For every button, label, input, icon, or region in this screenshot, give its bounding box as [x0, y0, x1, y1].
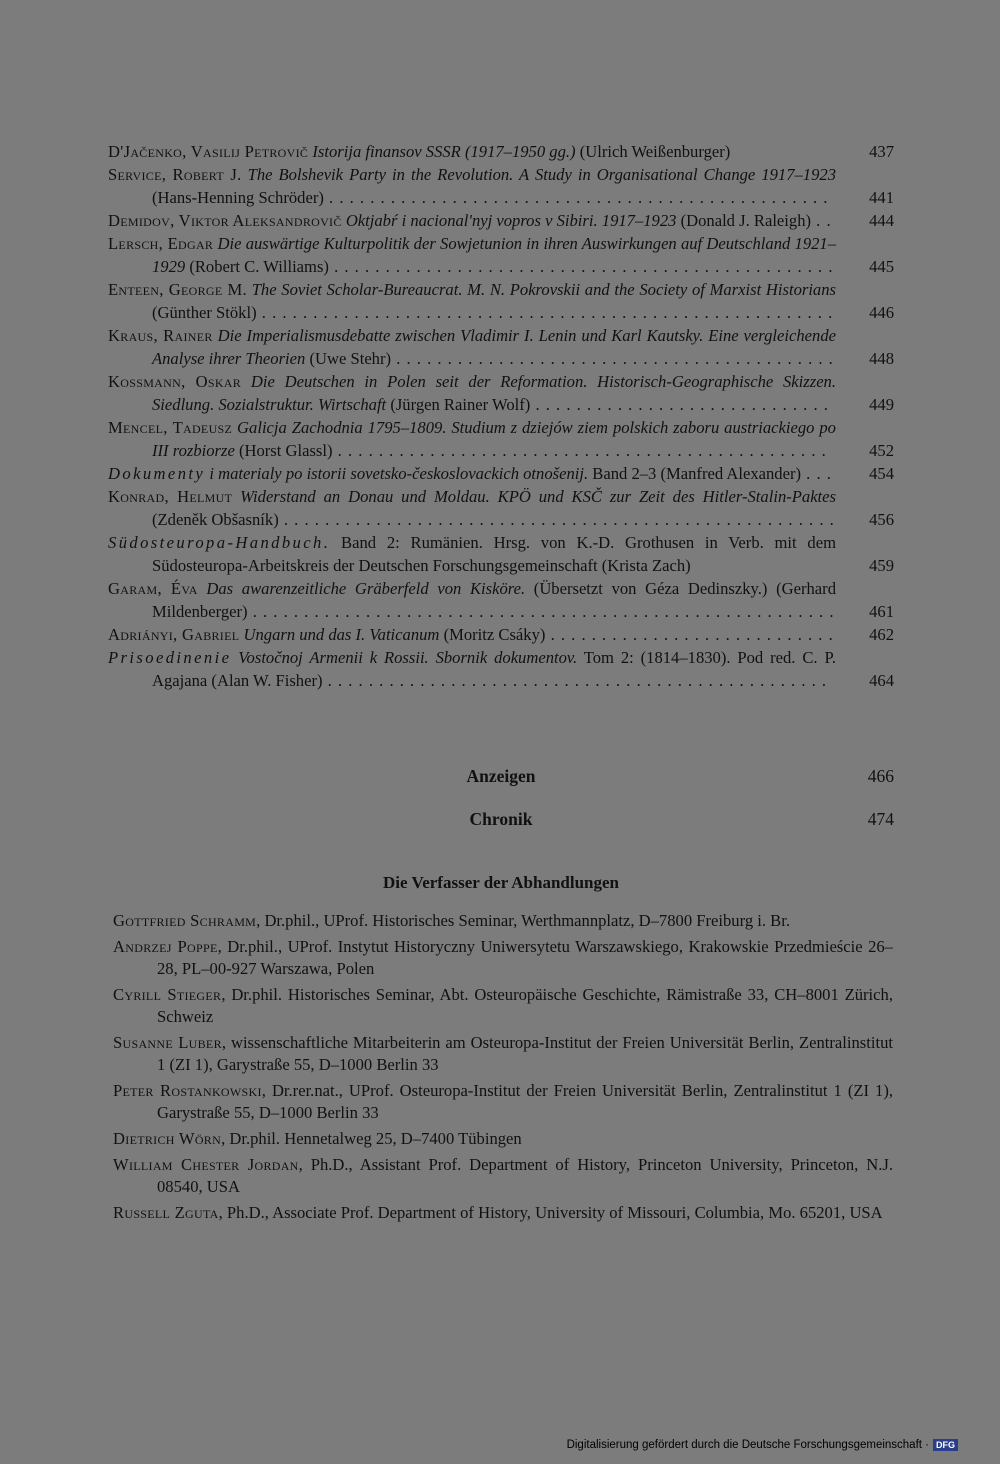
toc-title: Widerstand an Donau und Moldau. KPÖ und KSČ zur Zeit des Hitler-Stalin-Paktes [240, 487, 836, 506]
toc-title: Ungarn und das I. Vaticanum [243, 625, 440, 644]
table-of-contents [108, 140, 894, 692]
authors-heading: Die Verfasser der Abhandlungen [383, 873, 619, 892]
toc-entry [108, 278, 894, 324]
section-page: 466 [867, 766, 894, 786]
toc-title: i materialy po istorii sovetsko-českoslovackich otnošenij. [205, 464, 589, 483]
toc-author: Service, Robert J. [108, 165, 242, 184]
toc-reviewer: (Übersetzt von Géza Dedinszky.) (Gerhard Mildenberger) [152, 579, 836, 621]
author-name: William Chester Jordan [113, 1155, 299, 1174]
author-details: , Dr.rer.nat., UProf. Osteuropa-Institut der Freien Universität Berlin, Zentralinstitut 1 (ZI 1), Garystraße 55, D–1000 Berlin 33 [157, 1081, 894, 1122]
toc-author: Adriányi, Gabriel [108, 625, 240, 644]
toc-entry [108, 623, 894, 646]
dot-leader: . . . . . . . . . . . . . . . . . . . . . . . . . . . . [545, 625, 834, 644]
section-title: Anzeigen [466, 766, 536, 786]
dot-leader: . . . . . . . . . . . . . . . . . . . . . . . . . . . . . . . . . . . . . . . . . . . . . . . . . . . . . . [278, 510, 835, 529]
toc-page-number: 462 [869, 625, 894, 644]
author-entry [113, 910, 893, 932]
toc-author: Konrad, Helmut [108, 487, 233, 506]
footer-credit [567, 1438, 958, 1452]
toc-entry-text [108, 577, 894, 623]
section-page: 474 [867, 809, 894, 829]
toc-entry-text [108, 232, 894, 278]
toc-reviewer: Band 2: Rumänien. Hrsg. von K.-D. Grothusen in Verb. mit dem Südosteuropa-Arbeitskreis der Deutschen Forschungsgemeinschaft (Krista Zach) [152, 533, 836, 575]
author-details: , Dr.phil. Hennetalweg 25, D–7400 Tübingen [221, 1129, 522, 1148]
dot-leader: . . . . . . . . . . . . . . . . . . . . . . . . . . . . . . . . . . . . . . . . . . . . . . . . [332, 441, 827, 460]
toc-author: Lersch, Edgar [108, 234, 214, 253]
toc-author: Enteen, George M. [108, 280, 247, 299]
toc-entry [108, 163, 894, 209]
toc-page-number: 441 [869, 188, 894, 207]
toc-title: Oktjabŕ i nacional'nyj vopros v Sibiri. 1917–1923 [345, 211, 677, 230]
toc-author: D'Jačenko, Vasilij Petrovič [108, 142, 309, 161]
toc-title: Die Imperialismusdebatte zwischen Vladimir I. Lenin und Karl Kautsky. Eine vergleichende Analyse ihrer Theorien [152, 326, 837, 368]
dot-leader: . . . . . . . . . . . . . . . . . . . . . . . . . . . . . . . . . . . . . . . . . . . [391, 349, 834, 368]
dfg-logo-icon: DFG [933, 1439, 958, 1451]
author-entry [113, 984, 893, 1028]
author-name: Russell Zguta [113, 1203, 219, 1222]
toc-entry [108, 324, 894, 370]
toc-reviewer: (Donald J. Raleigh) [676, 211, 812, 230]
toc-title: The Bolshevik Party in the Revolution. A Study in Organisational Change 1917–1923 [247, 165, 836, 184]
toc-entry-text [108, 370, 894, 416]
toc-page-number: 448 [869, 349, 894, 368]
dot-leader: . . . . . . . . . . . . . . . . . . . . . . . . . . . . . . . . . . . . . . . . . . . . . . . . . . . . . . . . . [247, 602, 835, 621]
toc-title: Die Deutschen in Polen seit der Reformation. Historisch-Geographische Skizzen. Siedlung. Sozialstruktur. Wirtschaft [152, 372, 836, 414]
toc-entry-text [108, 531, 894, 577]
toc-page-number: 445 [869, 257, 894, 276]
toc-entry-text [108, 623, 894, 646]
toc-entry [108, 232, 894, 278]
dot-leader: . . . . . . . . . . . . . . . . . . . . . . . . . . . . . . . . . . . . . . . . . . . . . . . . . [328, 257, 834, 276]
author-details: , Dr.phil., UProf. Instytut Historyczny Uniwersytetu Warszawskiego, Krakowskie Przedmieście 26–28, PL–00-927 Warszawa, Polen [157, 937, 893, 978]
author-name: Gottfried Schramm [113, 911, 257, 930]
footer-text: Digitalisierung gefördert durch die Deutsche Forschungsgemeinschaft · [566, 1439, 929, 1451]
toc-reviewer: (Günther Stökl) [152, 303, 257, 322]
toc-entry-text [108, 416, 894, 462]
toc-entry-text [108, 209, 894, 232]
toc-entry [108, 209, 894, 232]
dot-leader: . . . . . . . . . . . . . . . . . . . . . . . . . . . . . . . . . . . . . . . . . . . . . . . . . [322, 671, 828, 690]
toc-entry-text [108, 324, 894, 370]
toc-reviewer: (Uwe Stehr) [305, 349, 392, 368]
author-details: , Dr.phil., UProf. Historisches Seminar, Werthmannplatz, D–7800 Freiburg i. Br. [256, 911, 790, 930]
author-name: Peter Rostankowski [113, 1081, 262, 1100]
author-details: , Ph.D., Associate Prof. Department of History, University of Missouri, Columbia, Mo. 65201, USA [218, 1203, 883, 1222]
toc-author: Garam, Éva [108, 579, 198, 598]
author-details: , Ph.D., Assistant Prof. Department of History, Princeton University, Princeton, N.J. 08540, USA [157, 1155, 893, 1196]
toc-entry-text [108, 646, 894, 692]
section-title: Chronik [469, 809, 533, 829]
author-entry [113, 936, 893, 980]
author-details: , wissenschaftliche Mitarbeiterin am Osteuropa-Institut der Freien Universität Berlin, Zentralinstitut 1 (ZI 1), Garystraße 55, D–1000 Berlin 33 [157, 1033, 893, 1074]
toc-reviewer: (Horst Glassl) [234, 441, 333, 460]
toc-page-number: 437 [869, 142, 894, 161]
toc-author: Mencel, Tadeusz [108, 418, 233, 437]
toc-entry [108, 531, 894, 577]
toc-reviewer: (Ulrich Weißenburger) [575, 142, 731, 161]
toc-page-number: 459 [869, 556, 894, 575]
author-entry [113, 1032, 893, 1076]
toc-page-number: 446 [869, 303, 894, 322]
toc-page-number: 456 [869, 510, 894, 529]
toc-author: Kossmann, Oskar [108, 372, 242, 391]
toc-reviewer: Tom 2: (1814–1830). Pod red. C. P. Agajana (Alan W. Fisher) [152, 648, 836, 690]
toc-title-lead: Prisoedinenie [108, 648, 232, 667]
toc-entry [108, 485, 894, 531]
toc-title: Die auswärtige Kulturpolitik der Sowjetunion in ihren Auswirkungen auf Deutschland 1921–1929 [152, 234, 837, 276]
toc-reviewer: (Robert C. Williams) [185, 257, 329, 276]
toc-entry [108, 462, 894, 485]
toc-entry-text [108, 278, 894, 324]
author-name: Cyrill Stieger [113, 985, 222, 1004]
toc-page-number: 454 [869, 464, 894, 483]
toc-page-number: 452 [869, 441, 894, 460]
toc-title: Istorija finansov SSSR (1917–1950 gg.) [312, 142, 576, 161]
dot-leader: . . [811, 211, 832, 230]
toc-author: Demidov, Viktor Aleksandrovič [108, 211, 342, 230]
author-entry [113, 1202, 893, 1224]
toc-reviewer: (Hans-Henning Schröder) [152, 188, 324, 207]
toc-entry-text [108, 163, 894, 209]
toc-entry-text [108, 140, 894, 163]
author-name: Susanne Luber [113, 1033, 222, 1052]
toc-page-number: 461 [869, 602, 894, 621]
dot-leader: . . . . . . . . . . . . . . . . . . . . . . . . . . . . . . . . . . . . . . . . . . . . . . . . . . . . . . . . [256, 303, 834, 322]
toc-title-lead: Dokumenty [108, 464, 206, 483]
author-details: , Dr.phil. Historisches Seminar, Abt. Osteuropäische Geschichte, Rämistraße 33, CH–8001 Zürich, Schweiz [157, 985, 893, 1026]
toc-page-number: 449 [869, 395, 894, 414]
toc-entry [108, 646, 894, 692]
author-entry [113, 1080, 893, 1124]
toc-entry [108, 140, 894, 163]
author-name: Dietrich Wörn [113, 1129, 222, 1148]
toc-entry [108, 370, 894, 416]
toc-title-lead: Südosteuropa-Handbuch. [108, 533, 331, 552]
toc-page-number: 444 [869, 211, 894, 230]
dot-leader: . . . . . . . . . . . . . . . . . . . . . . . . . . . . . [530, 395, 829, 414]
toc-title: Galicja Zachodnia 1795–1809. Studium z dziejów ziem polskich zaboru austriackiego po III rozbiorze [152, 418, 836, 460]
toc-entry-text [108, 485, 894, 531]
toc-title: Das awarenzeitliche Gräberfeld von Kisköre. [206, 579, 526, 598]
toc-title: Vostočnoj Armenii k Rossii. Sbornik dokumentov. [231, 648, 578, 667]
toc-entry [108, 577, 894, 623]
author-entry [113, 1128, 893, 1150]
author-name: Andrzej Poppe [113, 937, 218, 956]
toc-entry-text [108, 462, 894, 485]
toc-author: Kraus, Rainer [108, 326, 213, 345]
toc-reviewer: (Moritz Csáky) [439, 625, 546, 644]
toc-reviewer: (Zdeněk Obšasník) [152, 510, 279, 529]
dot-leader: . . . . . . . . . . . . . . . . . . . . . . . . . . . . . . . . . . . . . . . . . . . . . . . . . [323, 188, 829, 207]
author-entry [113, 1154, 893, 1198]
toc-entry [108, 416, 894, 462]
authors-list [113, 910, 893, 1228]
dot-leader: . . . [801, 464, 832, 483]
toc-title: The Soviet Scholar-Bureaucrat. M. N. Pokrovskii and the Society of Marxist Historians [251, 280, 836, 299]
toc-page-number: 464 [869, 671, 894, 690]
toc-reviewer: Band 2–3 (Manfred Alexander) [588, 464, 802, 483]
toc-reviewer: (Jürgen Rainer Wolf) [386, 395, 531, 414]
